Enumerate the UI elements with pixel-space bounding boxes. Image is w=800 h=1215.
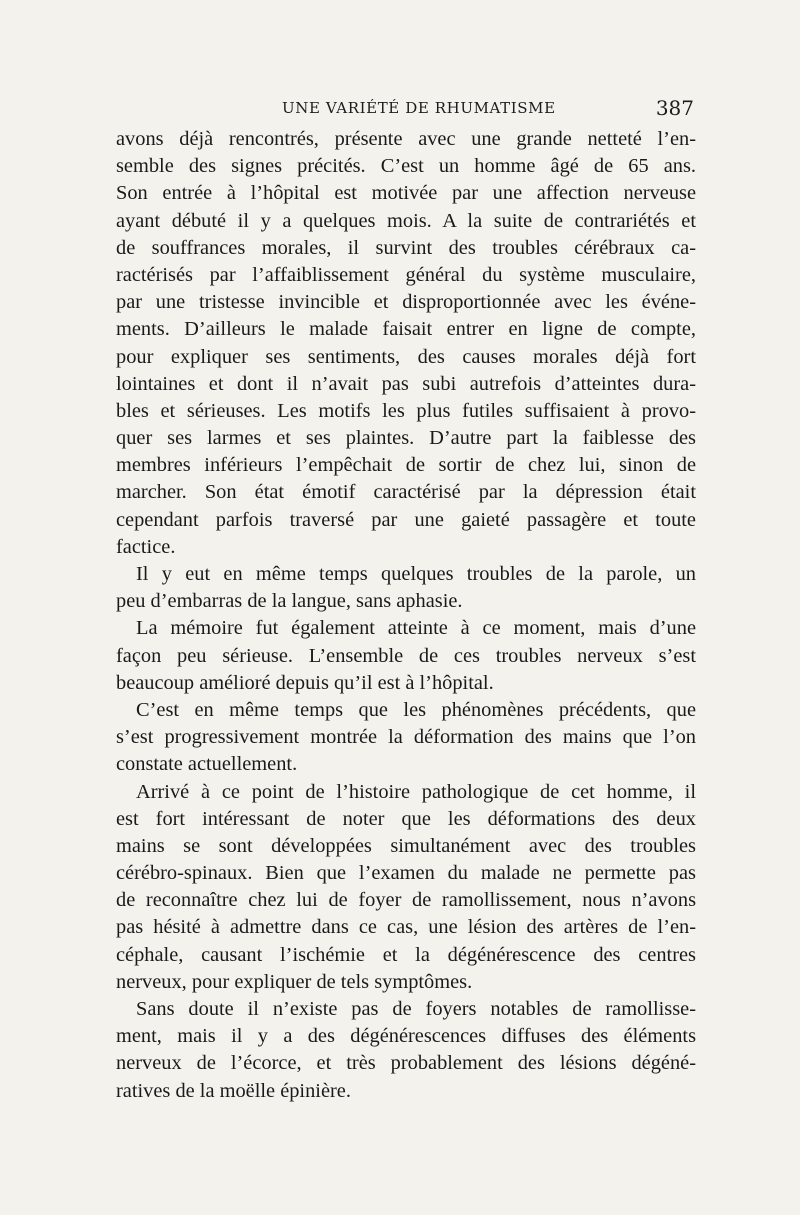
text-line: Son entrée à l’hôpital est motivée par une affection nerveuse (116, 182, 696, 205)
text-line: bles et sérieuses. Les motifs les plus futiles suffisaient à provo- (116, 399, 696, 422)
text-line: quer ses larmes et ses plaintes. D’autre part la faiblesse des (116, 427, 696, 450)
text-line: de reconnaître chez lui de foyer de ramollissement, nous n’avons (116, 889, 696, 912)
text-line: constate actuellement. (116, 753, 298, 776)
text-line: s’est progressivement montrée la déformation des mains que l’on (116, 726, 696, 749)
text-line: ayant débuté il y a quelques mois. A la suite de contrariétés et (116, 209, 696, 232)
text-line: C’est en même temps que les phénomènes précédents, que (136, 698, 696, 721)
text-line: lointaines et dont il n’avait pas subi autrefois d’atteintes dura- (116, 372, 696, 395)
text-line: avons déjà rencontrés, présente avec une grande netteté l’en- (116, 128, 696, 150)
text-line: membres inférieurs l’empêchait de sortir de chez lui, sinon de (116, 454, 696, 477)
text-line: cependant parfois traversé par une gaieté passagère et toute (116, 508, 696, 531)
text-line: par une tristesse invincible et disproportionnée avec les événe- (116, 291, 696, 314)
text-line: peu d’embarras de la langue, sans aphasie. (116, 590, 463, 613)
text-line: marcher. Son état émotif caractérisé par la dépression était (116, 481, 696, 504)
body-text (116, 126, 696, 1105)
page-header (116, 96, 698, 126)
text-line: Arrivé à ce point de l’histoire pathologique de cet homme, il (136, 780, 696, 803)
text-line: ments. D’ailleurs le malade faisait entrer en ligne de compte, (116, 318, 696, 341)
text-line: Sans doute il n’existe pas de foyers notables de ramollisse- (136, 998, 696, 1020)
text-line: est fort intéressant de noter que les déformations des deux (116, 807, 696, 830)
text-line: façon peu sérieuse. L’ensemble de ces troubles nerveux s’est (116, 644, 696, 667)
text-line: pas hésité à admettre dans ce cas, une lésion des artères de l’en- (116, 916, 696, 939)
text-line: ment, mais il y a des dégénérescences diffuses des éléments (116, 1025, 696, 1048)
text-line: mains se sont développées simultanément avec des troubles (116, 834, 696, 857)
text-line: semble des signes précités. C’est un homme âgé de 65 ans. (116, 155, 696, 178)
text-line: cérébro-spinaux. Bien que l’examen du malade ne permette pas (116, 862, 696, 885)
text-line: de souffrances morales, il survint des troubles cérébraux ca- (116, 236, 696, 259)
text-line: ratives de la moëlle épinière. (116, 1079, 351, 1102)
text-line: beaucoup amélioré depuis qu’il est à l’hôpital. (116, 671, 494, 694)
text-line: nerveux de l’écorce, et très probablement des lésions dégéné- (116, 1052, 696, 1075)
text-line: céphale, causant l’ischémie et la dégénérescence des centres (116, 943, 696, 966)
text-line: Il y eut en même temps quelques troubles de la parole, un (136, 563, 696, 585)
text-line: factice. (116, 535, 176, 558)
running-head: UNE VARIÉTÉ DE RHUMATISME (282, 99, 556, 117)
text-line: pour expliquer ses sentiments, des causes morales déjà fort (116, 345, 696, 368)
text-line: ractérisés par l’affaiblissement général du système musculaire, (116, 263, 696, 286)
text-line: nerveux, pour expliquer de tels symptômes. (116, 970, 473, 993)
text-line: La mémoire fut également atteinte à ce moment, mais d’une (136, 617, 696, 640)
page-number: 387 (655, 96, 694, 120)
